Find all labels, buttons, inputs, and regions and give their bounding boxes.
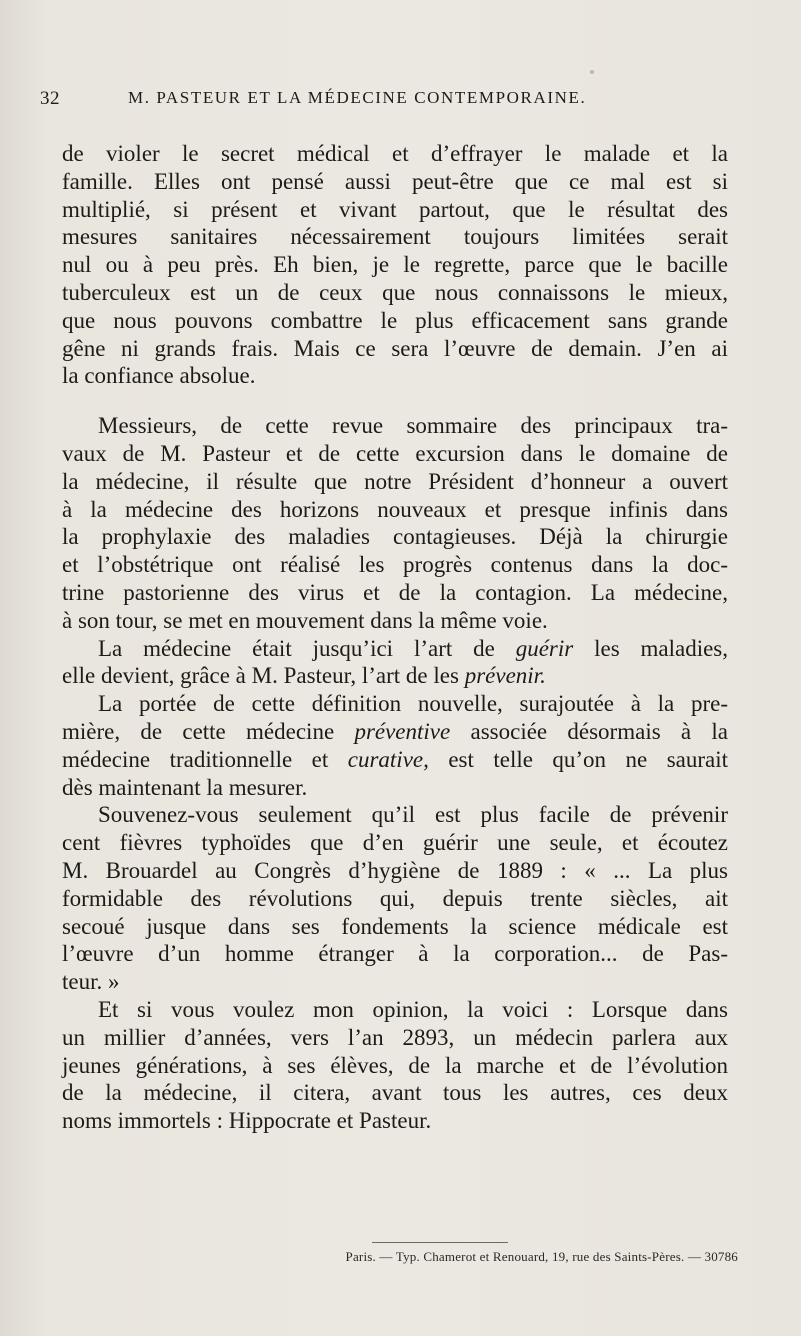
text-segment: est telle qu’on ne saurait <box>448 746 729 772</box>
text-line: trine pastorienne des virus et de la contagion. La médecine, <box>62 579 728 605</box>
paragraph-gap <box>62 390 728 412</box>
body-text <box>62 140 728 1135</box>
italic-text: guérir <box>515 635 574 661</box>
text-line: à la médecine des horizons nouveaux et presque infinis dans <box>62 496 728 522</box>
text-line: la confiance absolue. <box>62 363 256 389</box>
text-line: de la médecine, il citera, avant tous les autres, ces deux <box>62 1080 728 1106</box>
text-line: noms immortels : Hippocrate et Pasteur. <box>62 1108 432 1134</box>
text-line: jeunes générations, à ses élèves, de la marche et de l’évolution <box>62 1052 728 1078</box>
text-line: la prophylaxie des maladies contagieuses. Déjà la chirurgie <box>62 524 728 550</box>
text-line: et l’obstétrique ont réalisé les progrès contenus dans la doc- <box>62 552 728 578</box>
text-segment: La médecine était jusqu’ici l’art de <box>98 635 495 661</box>
printer-imprint: Paris. — Typ. Chamerot et Renouard, 19, rue des Saints-Pères. — 30786 <box>345 1249 738 1264</box>
text-line: teur. » <box>62 969 120 995</box>
text-line: nul ou à peu près. Eh bien, je le regrette, parce que le bacille <box>62 252 728 278</box>
text-segment: associée désormais à la <box>470 718 729 744</box>
text-line: de violer le secret médical et d’effrayer le malade et la <box>62 141 728 166</box>
text-line: mesures sanitaires nécessairement toujours limitées serait <box>62 224 728 250</box>
text-line: que nous pouvons combattre le plus efficacement sans grande <box>62 307 728 333</box>
text-line: à son tour, se met en mouvement dans la même voie. <box>62 607 548 633</box>
italic-text: préventive <box>354 718 451 744</box>
running-header <box>40 88 780 114</box>
text-segment: médecine traditionnelle et <box>62 746 329 772</box>
page-number: 32 <box>40 88 60 109</box>
italic-text: curative, <box>347 746 429 772</box>
running-title: M. PASTEUR ET LA MÉDECINE CONTEMPORAINE. <box>128 88 587 107</box>
text-line: Souvenez-vous seulement qu’il est plus facile de prévenir <box>98 802 728 828</box>
text-line: gêne ni grands frais. Mais ce sera l’œuvre de demain. J’en ai <box>62 335 728 361</box>
paper-speck <box>590 70 594 74</box>
text-segment: elle devient, grâce à M. Pasteur, l’art de les <box>62 663 459 689</box>
text-line: un millier d’années, vers l’an 2893, un médecin parlera aux <box>62 1024 728 1050</box>
text-line: multiplié, si présent et vivant partout, que le résultat des <box>62 196 728 222</box>
text-line: formidable des révolutions qui, depuis trente siècles, ait <box>62 885 728 911</box>
text-line <box>62 718 728 746</box>
text-line <box>62 662 728 690</box>
text-line: vaux de M. Pasteur et de cette excursion dans le domaine de <box>62 440 728 466</box>
text-line: M. Brouardel au Congrès d’hygiène de 1889 : « ... La plus <box>62 857 728 883</box>
text-line: secoué jusque dans ses fondements la science médicale est <box>62 913 728 939</box>
text-line <box>62 635 728 663</box>
text-line: dès maintenant la mesurer. <box>62 774 308 800</box>
text-segment: les maladies, <box>594 635 729 661</box>
text-line: famille. Elles ont pensé aussi peut-être que ce mal est si <box>62 168 728 194</box>
imprint-rule <box>372 1242 508 1243</box>
text-line <box>62 746 728 774</box>
italic-text: prévenir. <box>464 663 546 689</box>
text-line: cent fièvres typhoïdes que d’en guérir une seule, et écoutez <box>62 830 728 856</box>
text-line: La portée de cette définition nouvelle, surajoutée à la pre- <box>98 691 728 717</box>
text-line: Messieurs, de cette revue sommaire des principaux tra- <box>98 413 728 439</box>
text-line: tuberculeux est un de ceux que nous connaissons le mieux, <box>62 279 728 305</box>
text-line: l’œuvre d’un homme étranger à la corporation... de Pas- <box>62 941 728 967</box>
text-line: la médecine, il résulte que notre Président d’honneur a ouvert <box>62 468 728 494</box>
text-segment: mière, de cette médecine <box>62 718 335 744</box>
text-line: Et si vous voulez mon opinion, la voici : Lorsque dans <box>98 996 728 1022</box>
